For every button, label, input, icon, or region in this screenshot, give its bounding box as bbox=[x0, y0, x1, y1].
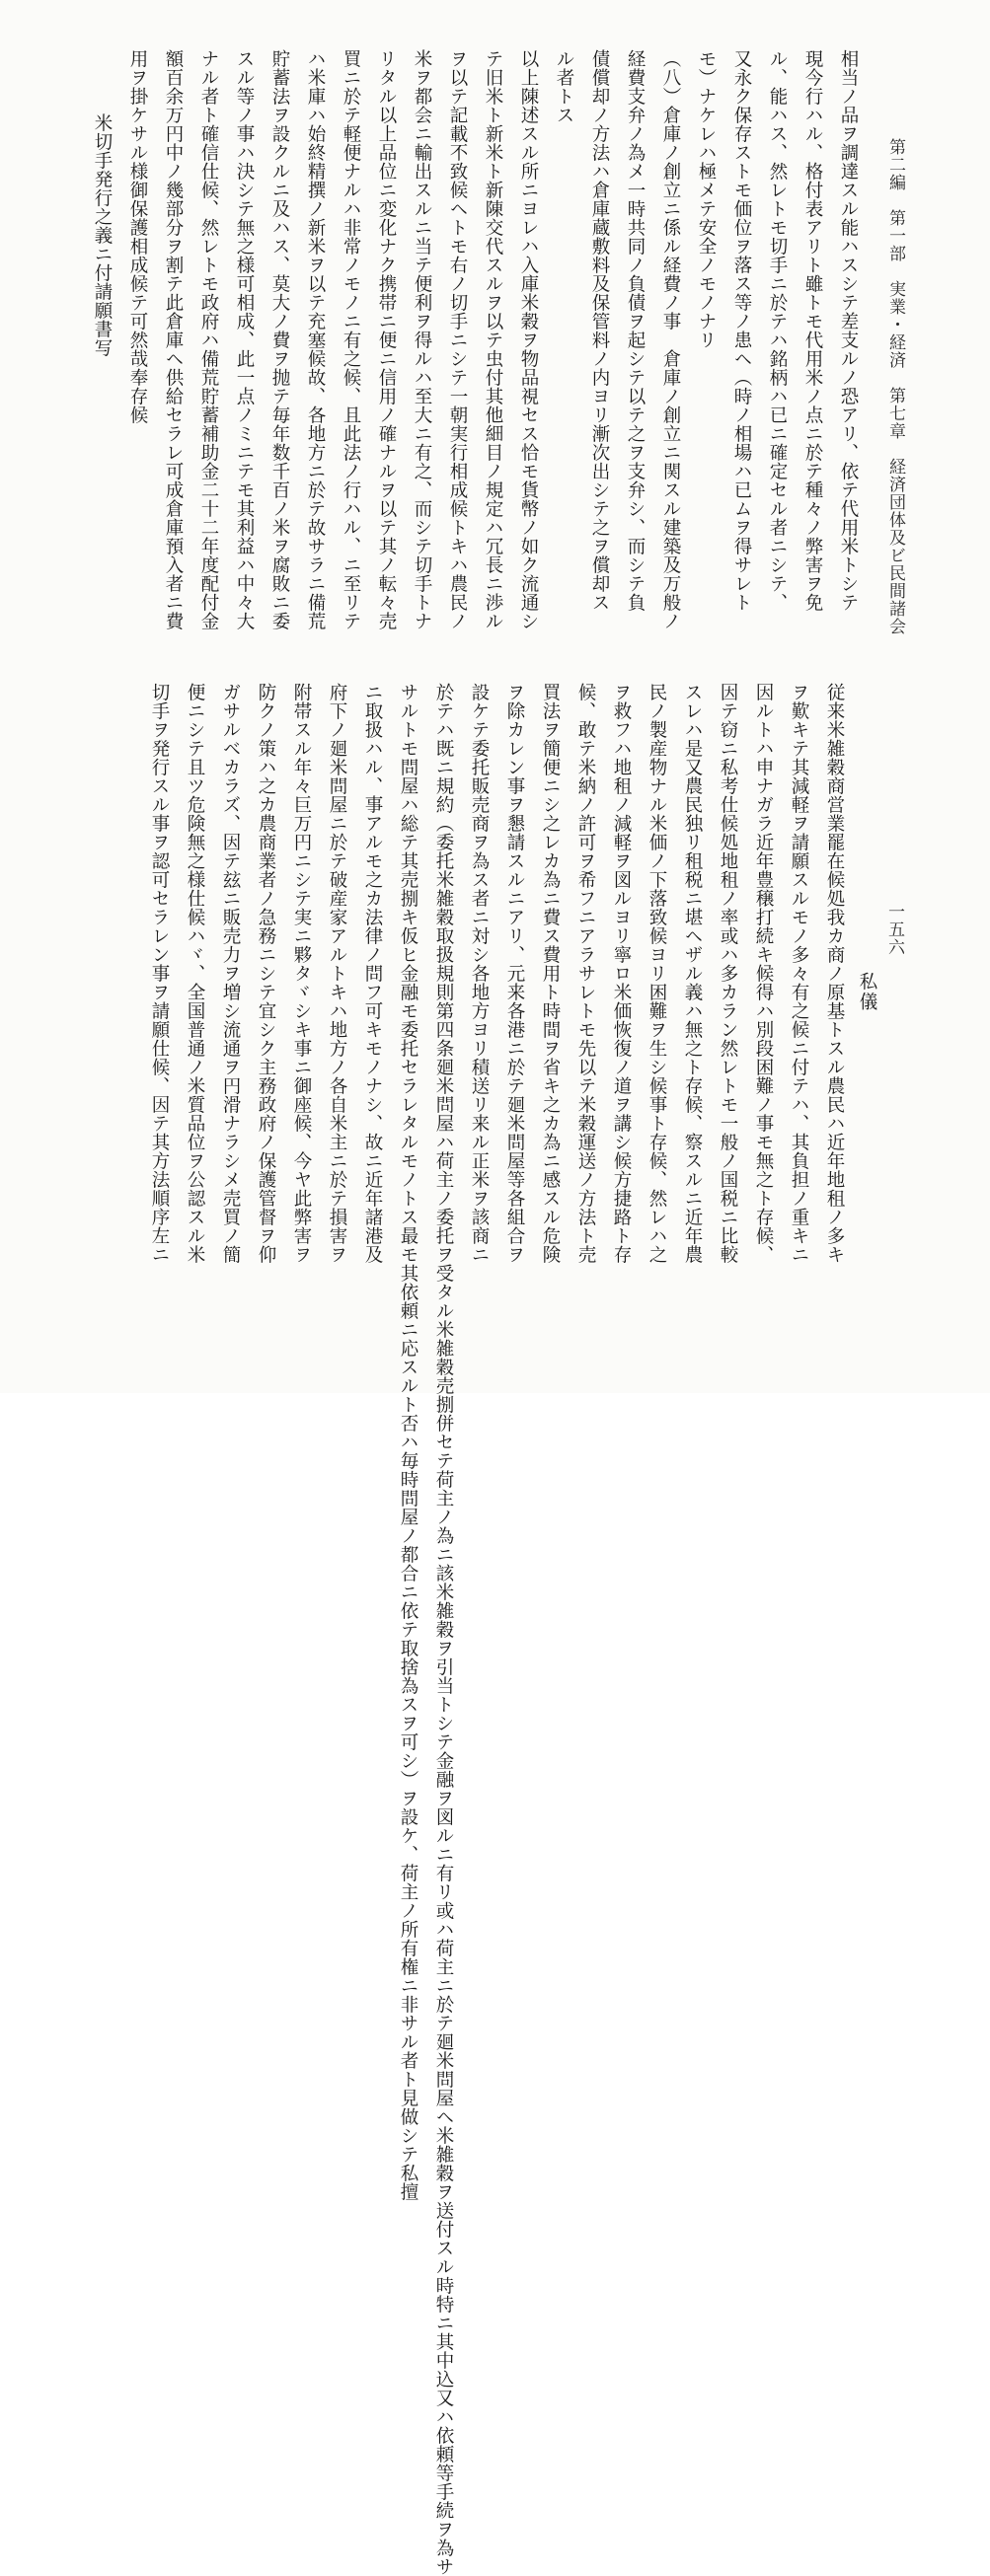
text-column: リタル以上品位ニ変化ナク携帯ニ便ニ信用ノ確ナルヲ以テ其ノ転々売 bbox=[376, 49, 397, 630]
text-column: 経費支弁ノ為メ一時共同ノ負債ヲ起シテ以テ之ヲ支弁シ、而シテ負 bbox=[625, 49, 646, 612]
text-column: 附帯スル年々巨万円ニシテ実ニ夥タヾシキ事ニ御座候、今ヤ此弊害ヲ bbox=[291, 683, 312, 1264]
section-heading: 米切手発行之義ニ付請願書写 bbox=[92, 112, 113, 357]
text-column: 以上陳述スル所ニヨレハ入庫米穀ヲ物品視セス恰モ貨幣ノ如ク流通シ bbox=[518, 49, 539, 630]
text-column: （八）倉庫ノ創立ニ係ル経費ノ事 倉庫ノ創立ニ関スル建築及万般ノ bbox=[660, 49, 681, 630]
text-column: 防クノ策ハ之カ農商業者ノ急務ニシテ宜シク主務政府ノ保護管督ヲ仰 bbox=[256, 683, 276, 1264]
upper-text-block bbox=[92, 49, 866, 641]
text-column: 買法ヲ簡便ニシ之レカ為ニ費ス費用ト時間ヲ省キ之カ為ニ感スル危険 bbox=[540, 683, 561, 1264]
running-header: 第二編 第一部 実業・経済 第七章 経済団体及ビ民間諸会 bbox=[885, 138, 905, 635]
text-column: 因テ窃ニ私考仕候処地租ノ率或ハ多カラン然レトモ一般ノ国税ニ比較 bbox=[718, 683, 738, 1264]
text-column: 買ニ於テ軽便ナルハ非常ノモノニ有之候、且此法ノ行ハル、ニ至リテ bbox=[341, 49, 361, 630]
text-column: ガサルベカラズ、因テ玆ニ販売力ヲ増シ流通ヲ円滑ナラシメ売買ノ簡 bbox=[220, 683, 241, 1264]
text-column: 設ケテ委托販売商ヲ為ス者ニ対シ各地方ヨリ積送リ来ル正米ヲ該商ニ bbox=[469, 683, 490, 1264]
text-column: 便ニシテ且ツ危険無之様仕候ハヾ、全国普通ノ米質品位ヲ公認スル米 bbox=[185, 683, 205, 1264]
text-column: ル、能ハス、然レトモ切手ニ於テハ銘柄ハ已ニ確定セル者ニシテ、 bbox=[767, 49, 788, 612]
text-column: 従来米雑穀商営業罷在候処我カ商ノ原基トスル農民ハ近年地租ノ多キ bbox=[824, 683, 845, 1264]
lower-text-block bbox=[77, 683, 852, 2576]
text-column: ハ米庫ハ始終精撰ノ新米ヲ以テ充塞候故、各地方ニ於テ故サラニ備荒 bbox=[305, 49, 326, 630]
text-column: 候、敢テ米納ノ許可ヲ希フニアラサレトモ先以テ米穀運送ノ方法ト売 bbox=[575, 683, 596, 1264]
text-column: 用ヲ掛ケサル様御保護相成候テ可然哉奉存候 bbox=[127, 49, 148, 424]
text-column: 府下ノ廻米問屋ニ於テ破産家アルトキハ地方ノ各自米主ニ於テ損害ヲ bbox=[327, 683, 347, 1264]
text-column: ヲ以テ記載不致候ヘトモ右ノ切手ニシテ一朝実行相成候トキハ農民ノ bbox=[447, 49, 468, 630]
text-column: スレハ是又農民独リ租税ニ堪ヘザル義ハ無之ト存候、察スルニ近年農 bbox=[682, 683, 703, 1264]
text-column: 債償却ノ方法ハ倉庫蔵敷料及保管料ノ内ヨリ漸次出シテ之ヲ償却ス bbox=[589, 49, 610, 612]
text-column: 米ヲ都会ニ輸出スルニ当テ便利ヲ得ルハ至大ニ有之、而シテ切手トナ bbox=[412, 49, 432, 630]
text-column: 額百余万円中ノ幾部分ヲ割テ此倉庫ヘ供給セラレ可成倉庫預入者ニ費 bbox=[163, 49, 184, 630]
text-column: 民ノ製産物ナル米価ノ下落致候ヨリ困難ヲ生シ候事ト存候、然レハ之 bbox=[647, 683, 667, 1264]
text-column: ナル者ト確信仕候、然レトモ政府ハ備荒貯蓄補助金二十二年度配付金 bbox=[198, 49, 219, 630]
text-column: 又永ク保存ストモ価位ヲ落ス等ノ患ヘ（時ノ相場ハ已ムヲ得サレト bbox=[731, 49, 752, 612]
text-column: ニ取扱ハル、事アルモ之カ法律ノ問フ可キモノナシ、故ニ近年諸港及 bbox=[362, 683, 383, 1264]
text-column: ル者トス bbox=[554, 49, 574, 124]
text-column: ヲ歎キテ其減軽ヲ請願スルモノ多々有之候ニ付テハ、其負担ノ重キニ bbox=[789, 683, 809, 1264]
letter-salutation: 私儀 bbox=[857, 972, 877, 1012]
text-column: 相当ノ品ヲ調達スル能ハスシテ差支ルノ恐アリ、依テ代用米トシテ bbox=[838, 49, 859, 612]
text-column: ヲ救フハ地租ノ減軽ヲ図ルヨリ寧ロ米価恢復ノ道ヲ講シ候方捷路ト存 bbox=[611, 683, 632, 1264]
text-column: モ）ナケレハ極メテ安全ノモノナリ bbox=[696, 49, 717, 349]
page-number: 一五六 bbox=[884, 903, 904, 956]
text-column: 現今行ハル、格付表アリト雖トモ代用米ノ点ニ於テ種々ノ弊害ヲ免 bbox=[802, 49, 823, 612]
text-column: 切手ヲ発行スル事ヲ認可セラレン事ヲ請願仕候、因テ其方法順序左ニ bbox=[149, 683, 170, 1264]
text-column: ヲ除カレン事ヲ懇請スルニアリ、元来各港ニ於テ廻米問屋等各組合ヲ bbox=[504, 683, 525, 1264]
text-column: スル等ノ事ハ決シテ無之様可相成、此一点ノミニテモ其利益ハ中々大 bbox=[234, 49, 255, 630]
text-column: テ旧米ト新米ト新陳交代スルヲ以テ虫付其他細目ノ規定ハ冗長ニ渉ル bbox=[483, 49, 503, 630]
text-column: 貯蓄法ヲ設クルニ及ハス、莫大ノ費ヲ抛テ毎年数千百ノ米ヲ腐敗ニ委 bbox=[269, 49, 290, 630]
text-column: サルトモ問屋ハ総テ其売捌キ仮ヒ金融モ委托セラレタルモノトス最モ其依頼ニ応スルト否ハ毎時問屋ノ都合ニ依テ取捨為スヲ可シ）ヲ設ケ、荷主ノ所有権ニ非サル者ト見做シテ私擅 bbox=[398, 683, 419, 2201]
text-column: 於テハ既ニ規約（委托米雑穀取扱規則第四条廻米問屋ハ荷主ノ委托ヲ受タル米雑穀売捌併セテ荷主ノ為ニ該米雑穀ヲ引当トシテ金融ヲ図ルニ有リ或ハ荷主ニ於テ廻米問屋ヘ米雑穀ヲ送付スル時特ニ其中込又ハ依頼等手続ヲ為サ bbox=[433, 683, 454, 2576]
text-column: 因ルトハ申ナガラ近年豊穣打続キ候得ハ別段困難ノ事モ無之ト存候、 bbox=[753, 683, 774, 1264]
